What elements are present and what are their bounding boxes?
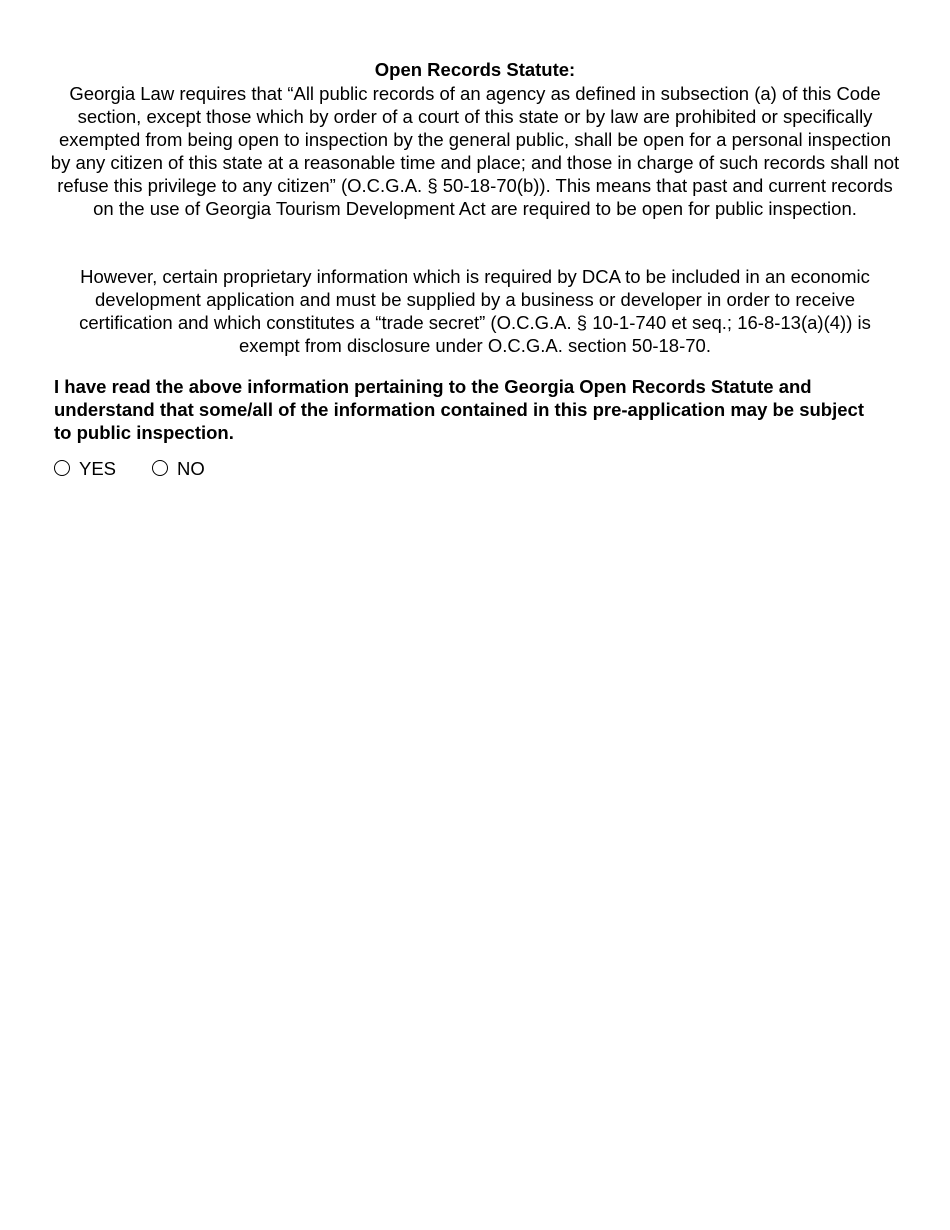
yes-label: YES — [79, 457, 117, 479]
yes-radio-button[interactable] — [54, 460, 70, 476]
acknowledgement-statement: I have read the above information pertaining to the Georgia Open Records Statute and understand that some/all of the information contained in this pre-application may be subject to public inspection. — [54, 376, 864, 443]
statute-paragraph: Georgia Law requires that “All public records of an agency as defined in subsection (a) of this Code section, except those which by order of a court of this state or by law are prohibited or specifically exempted from being open to inspection by the general public, shall be open for a personal inspection by any citizen of this state at a reasonable time and place; and those in charge of such records shall not refuse this privilege to any citizen” (O.C.G.A. § 50-18-70(b)). This means that past and current records on the use of Georgia Tourism Development Act are required to be open for public inspection. — [50, 83, 900, 219]
exemption-paragraph: However, certain proprietary information which is required by DCA to be included in an economic development application and must be supplied by a business or developer in order to receive certification and which constitutes a “trade secret” (O.C.G.A. § 10-1-740 et seq.; 16-8-13(a)(4)) is exempt from disclosure under O.C.G.A. section 50-18-70. — [79, 266, 871, 356]
page-title: Open Records Statute: — [374, 59, 576, 80]
yes-option[interactable] — [54, 457, 116, 480]
no-radio-button[interactable] — [152, 460, 168, 476]
no-option[interactable] — [152, 457, 205, 480]
no-label: NO — [177, 457, 205, 479]
acknowledgement-radio-group — [54, 456, 205, 480]
